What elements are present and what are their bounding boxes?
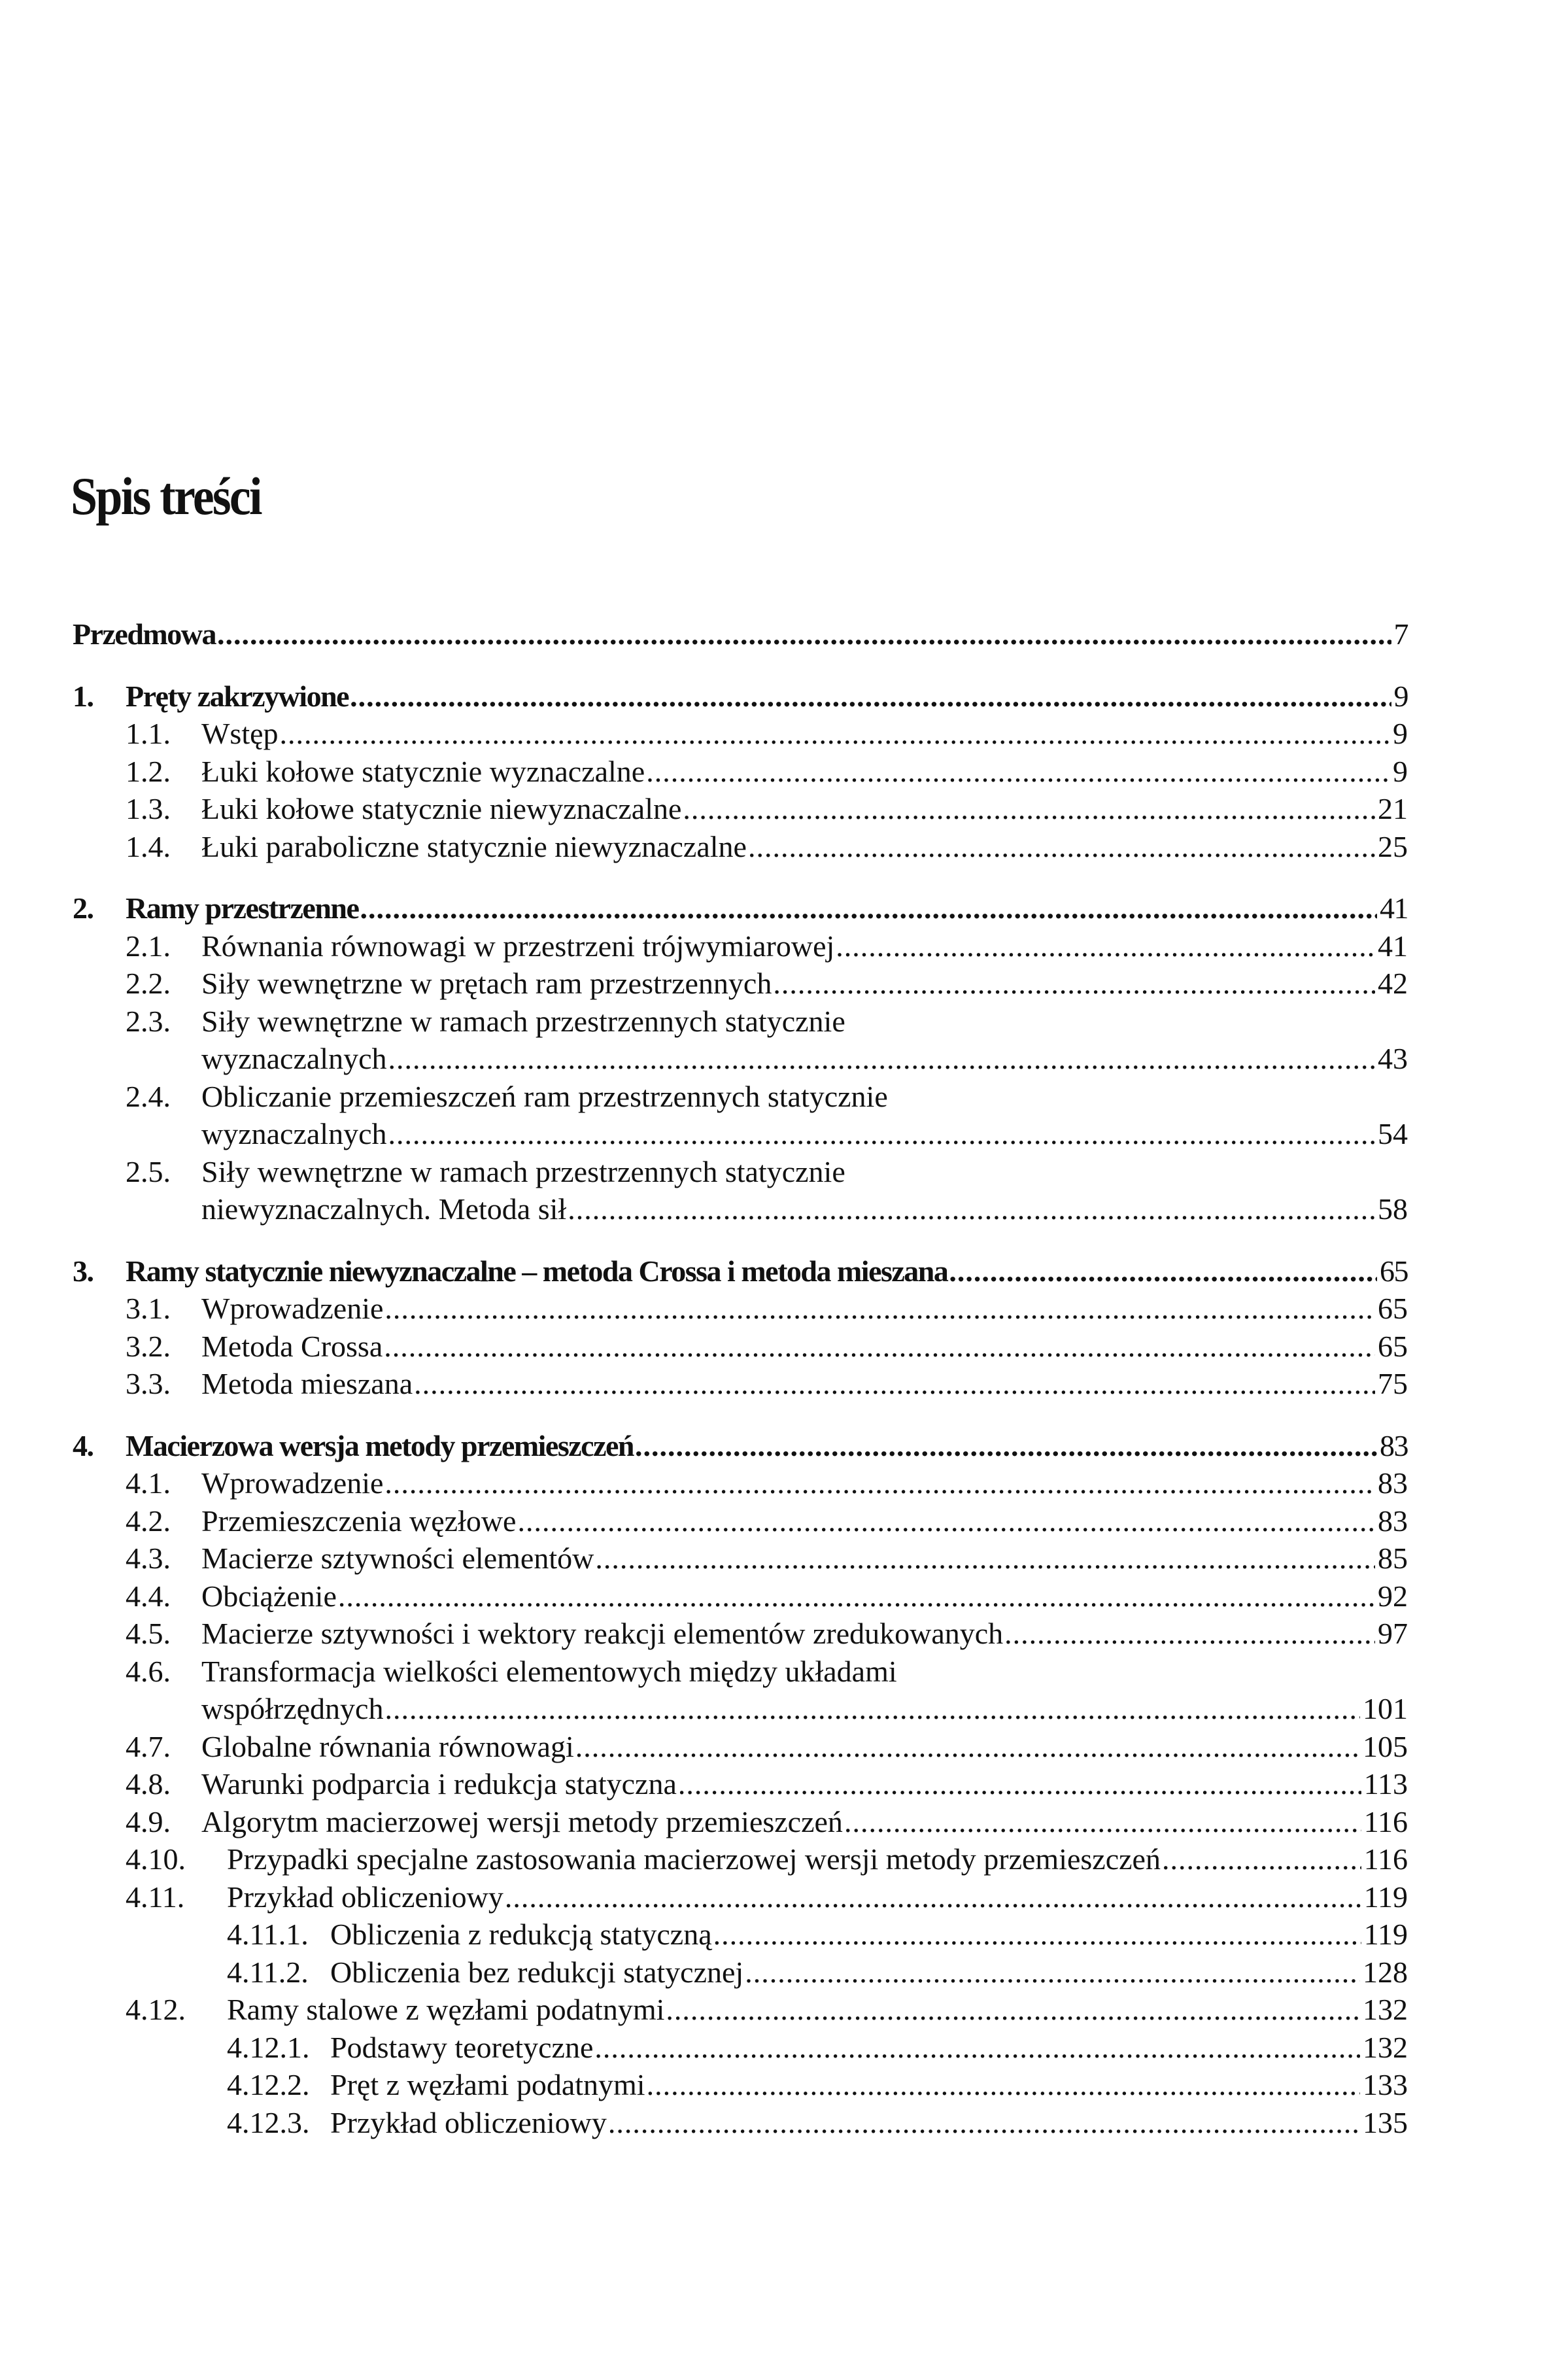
dot-leader xyxy=(384,1690,1360,1728)
toc-section-entry xyxy=(0,1840,1568,1878)
entry-number: 2.3. xyxy=(126,1004,171,1038)
toc-section-entry xyxy=(0,1916,1568,1954)
entry-number: 4. xyxy=(73,1428,94,1462)
page-number: 83 xyxy=(1378,1504,1408,1538)
page-number: 83 xyxy=(1378,1466,1408,1500)
entry-number: 4.12.2. xyxy=(227,2068,310,2101)
toc-section-entry xyxy=(0,1954,1568,1991)
dot-leader xyxy=(745,1954,1360,1991)
dot-leader xyxy=(388,1115,1375,1153)
entry-title: Wprowadzenie xyxy=(201,1292,384,1325)
entry-number: 4.11.1. xyxy=(227,1918,309,1951)
page-number: 21 xyxy=(1378,792,1408,825)
dot-leader xyxy=(1162,1840,1361,1878)
toc-section-entry xyxy=(0,2104,1568,2142)
page-number: 92 xyxy=(1378,1579,1408,1613)
dot-leader xyxy=(713,1916,1361,1954)
page-number: 116 xyxy=(1363,1804,1408,1838)
dot-leader xyxy=(844,1803,1361,1841)
entry-number: 1.2. xyxy=(126,754,171,788)
dot-leader xyxy=(646,753,1390,791)
entry-title: Obciążenie xyxy=(201,1579,337,1613)
entry-title: Obliczenia z redukcją statyczną xyxy=(330,1918,712,1951)
page-number: 132 xyxy=(1363,1993,1408,2026)
page-number: 128 xyxy=(1363,1955,1408,1989)
entry-title: Siły wewnętrzne w ramach przestrzennych statycznie xyxy=(201,1154,845,1188)
dot-leader xyxy=(1004,1615,1375,1653)
dot-leader xyxy=(949,1252,1377,1290)
page-number: 85 xyxy=(1378,1542,1408,1575)
page-number: 9 xyxy=(1393,754,1408,788)
entry-title: Łuki kołowe statycznie wyznaczalne xyxy=(201,754,645,788)
dot-leader xyxy=(635,1427,1377,1465)
dot-leader xyxy=(505,1878,1361,1916)
entry-number: 1.4. xyxy=(126,829,171,863)
toc-section-entry xyxy=(0,1615,1568,1653)
entry-number: 4.1. xyxy=(126,1466,171,1500)
entry-title: Przypadki specjalne zastosowania macierzowej wersji metody przemieszczeń xyxy=(227,1842,1161,1876)
entry-number: 3.3. xyxy=(126,1367,171,1400)
entry-title: Ramy statycznie niewyznaczalne – metoda Crossa i metoda mieszana xyxy=(126,1254,948,1288)
toc-section-entry xyxy=(0,1078,1568,1116)
entry-number: 2.5. xyxy=(126,1154,171,1188)
dot-leader xyxy=(384,1464,1375,1502)
dot-leader xyxy=(608,2104,1360,2142)
entry-number: 4.12.3. xyxy=(227,2105,310,2139)
entry-title: Obliczenia bez redukcji statycznej xyxy=(330,1955,744,1989)
page-number: 83 xyxy=(1380,1428,1408,1462)
dot-leader xyxy=(678,1765,1361,1803)
dot-leader xyxy=(360,889,1377,927)
page-number: 43 xyxy=(1378,1042,1408,1075)
page-number: 75 xyxy=(1378,1367,1408,1400)
entry-title: Równania równowagi w przestrzeni trójwymiarowej xyxy=(201,929,835,963)
page-number: 54 xyxy=(1378,1117,1408,1150)
toc-section-entry xyxy=(0,1878,1568,1916)
page-number: 119 xyxy=(1363,1880,1408,1914)
entry-title: Łuki paraboliczne statycznie niewyznaczalne xyxy=(201,829,747,863)
entry-title: Pręt z węzłami podatnymi xyxy=(330,2068,645,2101)
toc-section-entry xyxy=(0,715,1568,753)
toc-section-entry xyxy=(0,1991,1568,2029)
page-number: 97 xyxy=(1378,1617,1408,1650)
page-number: 65 xyxy=(1378,1292,1408,1325)
page-number: 25 xyxy=(1378,829,1408,863)
entry-title: Przemieszczenia węzłowe xyxy=(201,1504,517,1538)
entry-number: 4.5. xyxy=(126,1617,171,1650)
entry-number: 2.2. xyxy=(126,967,171,1000)
entry-title: Metoda mieszana xyxy=(201,1367,413,1400)
entry-title: wyznaczalnych xyxy=(201,1117,387,1150)
entry-title: współrzędnych xyxy=(201,1692,384,1725)
entry-number: 4.6. xyxy=(126,1654,171,1688)
toc-section-entry xyxy=(0,1803,1568,1841)
toc-section-entry xyxy=(0,2066,1568,2104)
page-number: 135 xyxy=(1363,2105,1408,2139)
toc-section-entry xyxy=(0,828,1568,866)
entry-number: 1. xyxy=(73,679,94,713)
toc-section-entry xyxy=(0,1003,1568,1041)
entry-number: 2. xyxy=(73,891,94,925)
entry-title: Siły wewnętrzne w ramach przestrzennych statycznie xyxy=(201,1004,845,1038)
entry-title: Algorytm macierzowej wersji metody przemieszczeń xyxy=(201,1804,843,1838)
toc-section-entry xyxy=(0,790,1568,828)
dot-leader xyxy=(280,715,1390,753)
dot-leader xyxy=(666,1991,1360,2029)
page-number: 65 xyxy=(1380,1254,1408,1288)
toc-chapter-entry xyxy=(0,615,1568,653)
toc-section-entry xyxy=(0,1328,1568,1366)
dot-leader xyxy=(575,1728,1360,1766)
toc-section-entry xyxy=(0,1153,1568,1191)
entry-title: Obliczanie przemieszczeń ram przestrzennych statycznie xyxy=(201,1079,888,1113)
entry-number: 3.1. xyxy=(126,1292,171,1325)
page-number: 58 xyxy=(1378,1192,1408,1226)
entry-number: 1.3. xyxy=(126,792,171,825)
entry-title: Wstęp xyxy=(201,717,279,750)
page-number: 133 xyxy=(1363,2068,1408,2101)
page-number: 132 xyxy=(1363,2030,1408,2064)
entry-number: 4.4. xyxy=(126,1579,171,1613)
entry-number: 4.11.2. xyxy=(227,1955,309,1989)
page-number: 119 xyxy=(1363,1918,1408,1951)
dot-leader xyxy=(414,1365,1375,1403)
entry-title: Łuki kołowe statycznie niewyznaczalne xyxy=(201,792,682,825)
page-number: 101 xyxy=(1363,1692,1408,1725)
dot-leader xyxy=(773,965,1375,1003)
page-number: 9 xyxy=(1393,679,1408,713)
dot-leader xyxy=(595,1540,1375,1577)
dot-leader xyxy=(748,828,1375,866)
dot-leader xyxy=(338,1577,1375,1615)
toc-section-entry xyxy=(0,2029,1568,2067)
page-title: Spis treści xyxy=(71,466,261,526)
toc-chapter-entry xyxy=(0,1427,1568,1465)
entry-number: 4.9. xyxy=(126,1804,171,1838)
toc-section-entry xyxy=(0,753,1568,791)
page-number: 113 xyxy=(1363,1767,1408,1801)
page-number: 9 xyxy=(1393,717,1408,750)
entry-number: 1.1. xyxy=(126,717,171,750)
page-number: 41 xyxy=(1380,891,1408,925)
dot-leader xyxy=(836,927,1375,965)
toc-section-entry xyxy=(0,1464,1568,1502)
entry-title: Macierze sztywności elementów xyxy=(201,1542,594,1575)
page-number: 105 xyxy=(1363,1729,1408,1763)
entry-title: niewyznaczalnych. Metoda sił xyxy=(201,1192,567,1226)
dot-leader xyxy=(384,1290,1375,1328)
toc-section-entry xyxy=(0,927,1568,965)
entry-title: Transformacja wielkości elementowych między układami xyxy=(201,1654,897,1688)
toc-section-entry xyxy=(0,1190,1568,1228)
dot-leader xyxy=(350,678,1391,715)
dot-leader xyxy=(594,2029,1360,2067)
page-number: 65 xyxy=(1378,1329,1408,1363)
entry-title: Podstawy teoretyczne xyxy=(330,2030,594,2064)
toc-chapter-entry xyxy=(0,678,1568,715)
dot-leader xyxy=(683,790,1375,828)
entry-title: Przykład obliczeniowy xyxy=(330,2105,607,2139)
entry-number: 4.8. xyxy=(126,1767,171,1801)
entry-title: Siły wewnętrzne w prętach ram przestrzennych xyxy=(201,967,772,1000)
entry-title: Pręty zakrzywione xyxy=(126,679,349,713)
entry-number: 4.11. xyxy=(126,1880,185,1914)
toc-section-entry xyxy=(0,1690,1568,1728)
toc-section-entry xyxy=(0,1577,1568,1615)
dot-leader xyxy=(388,1040,1375,1078)
dot-leader xyxy=(384,1328,1375,1366)
dot-leader xyxy=(568,1190,1375,1228)
page-number: 41 xyxy=(1378,929,1408,963)
toc-section-entry xyxy=(0,1540,1568,1577)
entry-title: Globalne równania równowagi xyxy=(201,1729,574,1763)
entry-title: Macierzowa wersja metody przemieszczeń xyxy=(126,1428,634,1462)
page-number: 7 xyxy=(1393,617,1408,651)
toc-section-entry xyxy=(0,1290,1568,1328)
toc-chapter-entry xyxy=(0,889,1568,927)
table-of-contents xyxy=(0,615,1568,2141)
page-number: 116 xyxy=(1363,1842,1408,1876)
entry-number: 3. xyxy=(73,1254,94,1288)
entry-number: 4.2. xyxy=(126,1504,171,1538)
entry-title: Przykład obliczeniowy xyxy=(227,1880,503,1914)
toc-section-entry xyxy=(0,965,1568,1003)
entry-title: Wprowadzenie xyxy=(201,1466,384,1500)
entry-number: 4.12.1. xyxy=(227,2030,310,2064)
entry-number: 4.10. xyxy=(126,1842,186,1876)
toc-section-entry xyxy=(0,1115,1568,1153)
entry-number: 3.2. xyxy=(126,1329,171,1363)
toc-chapter-entry xyxy=(0,1252,1568,1290)
entry-title: Warunki podparcia i redukcja statyczna xyxy=(201,1767,677,1801)
entry-title: Ramy przestrzenne xyxy=(126,891,359,925)
dot-leader xyxy=(217,615,1391,653)
toc-section-entry xyxy=(0,1040,1568,1078)
dot-leader xyxy=(517,1502,1375,1540)
entry-title: Metoda Crossa xyxy=(201,1329,383,1363)
entry-title: wyznaczalnych xyxy=(201,1042,387,1075)
entry-number: 4.3. xyxy=(126,1542,171,1575)
entry-title: Ramy stalowe z węzłami podatnymi xyxy=(227,1993,665,2026)
entry-number: 4.7. xyxy=(126,1729,171,1763)
toc-section-entry xyxy=(0,1728,1568,1766)
toc-section-entry xyxy=(0,1765,1568,1803)
entry-number: 4.12. xyxy=(126,1993,186,2026)
entry-title: Przedmowa xyxy=(73,617,216,651)
entry-number: 2.4. xyxy=(126,1079,171,1113)
toc-section-entry xyxy=(0,1502,1568,1540)
entry-title: Macierze sztywności i wektory reakcji elementów zredukowanych xyxy=(201,1617,1004,1650)
page-number: 42 xyxy=(1378,967,1408,1000)
entry-number: 2.1. xyxy=(126,929,171,963)
toc-section-entry xyxy=(0,1365,1568,1403)
toc-section-entry xyxy=(0,1653,1568,1691)
dot-leader xyxy=(647,2066,1360,2104)
